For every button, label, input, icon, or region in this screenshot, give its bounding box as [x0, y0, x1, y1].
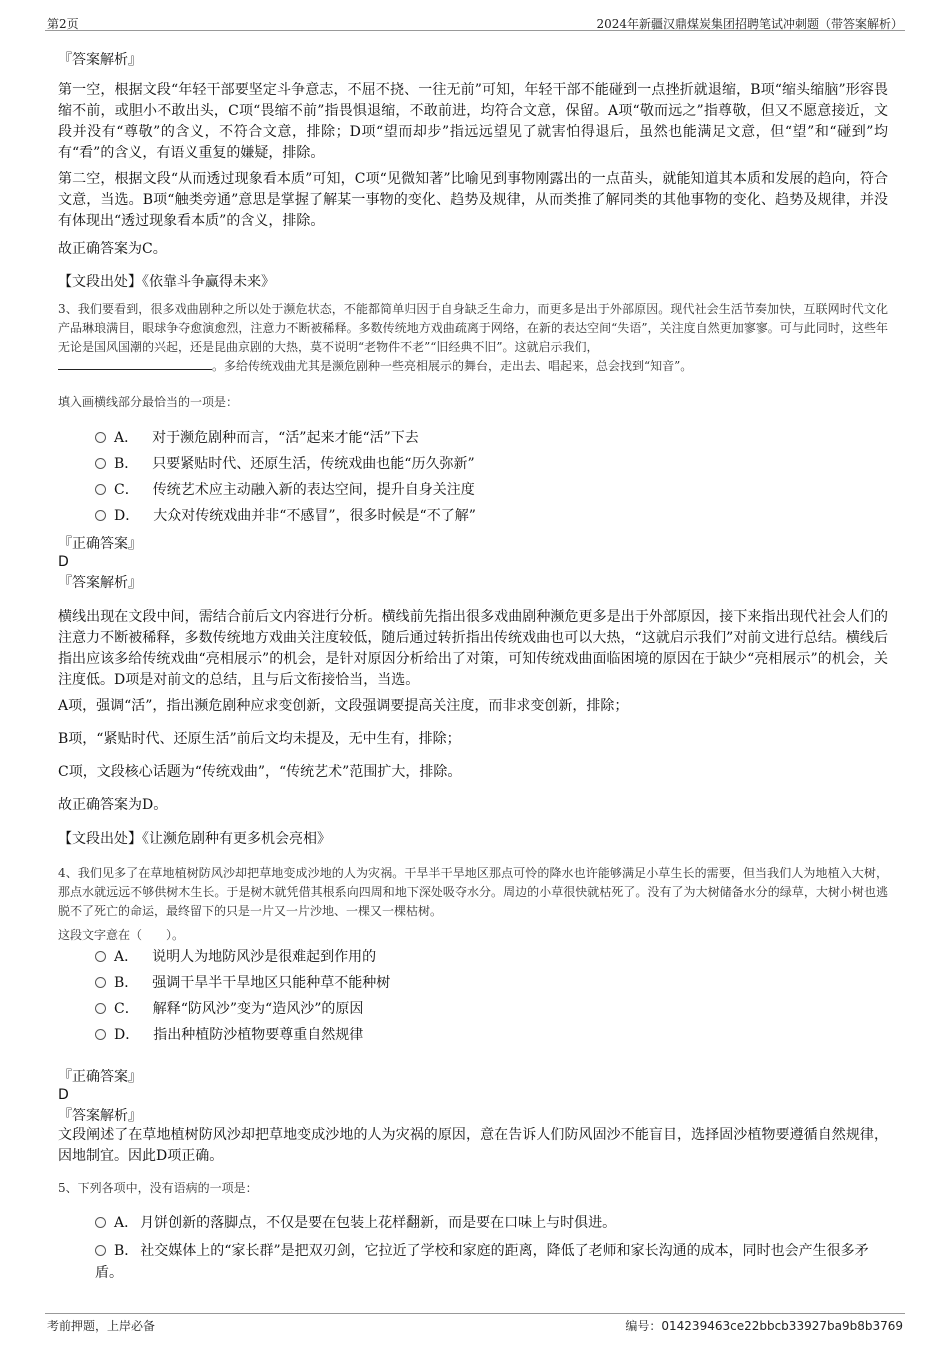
correct-answer: D [58, 1087, 69, 1103]
question-4-prompt: 这段文字意在（ ）。 [58, 928, 185, 942]
page-header [45, 12, 905, 31]
passage-source: 【文段出处】《依靠斗争赢得未来》 [58, 274, 275, 290]
question-4-stem: 4、我们见多了在草地植树防风沙却把草地变成沙地的人为灾祸。干旱半干旱地区那点可怜的降水也许能够满足小草生长的需要，但当我们人为地植入大树，那点水就远远不够供树木生长。于是树木就凭借其根系向四周和地下深处吸夺水分。周边的小草很快就枯死了。没有了为大树储备水分的绿草，大树小树也逃脱不了死亡的命运，最终留下的只是一片又一片沙地、一棵又一棵枯树。 [58, 866, 888, 918]
page-footer [45, 1313, 905, 1334]
question-3-conclusion: 故正确答案为D。 [58, 797, 168, 813]
radio-icon[interactable] [95, 1217, 106, 1228]
question-3-analysis-1: 横线出现在文段中间，需结合前后文内容进行分析。横线前先指出很多戏曲剧种濒危更多是出于外部原因，接下来指出现代社会人们的注意力不断被稀释，多数传统地方戏曲关注度较低，随后通过转折指出传统戏曲也可以大热，“这就启示我们”对前文进行总结。横线后指出应该多给传统戏曲“亮相展示”的机会，是针对原因分析给出了对策，可知传统戏曲面临困境的原因在于缺少“亮相展示”的机会，关注度低。D项是对前文的总结，且与后文衔接恰当，当选。 [58, 609, 888, 688]
question-3-stem-start: 3、我们要看到，很多戏曲剧种之所以处于濒危状态，不能都简单归因于自身缺乏生命力，而更多是出于外部原因。现代社会生活节奏加快，互联网时代文化产品琳琅满目，眼球争夺愈演愈烈，注意力不断被稀释。多数传统地方戏曲疏离于网络，在新的表达空间“失语”，关注度自然更加寥寥。可与此同时，这些年无论是国风国潮的兴起，还是昆曲京剧的大热，莫不说明“老物件不老”“旧经典不旧”。这就启示我们， [58, 302, 888, 354]
question-5-option-a[interactable]: A． 月饼创新的落脚点，不仅是要在包装上花样翻新，而是要在口味上与时俱进。 [95, 1214, 895, 1232]
question-4-option-c[interactable]: C． 解释“防风沙”变为“造风沙”的原因 [95, 1000, 895, 1018]
radio-icon[interactable] [95, 458, 106, 469]
document-title: 2024年新疆汉鼎煤炭集团招聘笔试冲刺题（带答案解析） [596, 17, 903, 31]
radio-icon[interactable] [95, 432, 106, 443]
radio-icon[interactable] [95, 977, 106, 988]
analysis-label: 『答案解析』 [58, 1108, 142, 1124]
question-4-analysis: 文段阐述了在草地植树防风沙却把草地变成沙地的人为灾祸的原因，意在告诉人们防风固沙不能盲目，选择固沙植物要遵循自然规律，因地制宜。因此D项正确。 [58, 1127, 888, 1164]
question-3-analysis-3: B项，“紧贴时代、还原生活”前后文均未提及，无中生有，排除； [58, 731, 461, 747]
question-3-option-b[interactable]: B． 只要紧贴时代、还原生活，传统戏曲也能“历久弥新” [95, 455, 895, 473]
question-3-source: 【文段出处】《让濒危剧种有更多机会亮相》 [58, 831, 331, 847]
fill-blank [58, 357, 212, 370]
analysis-label: 『答案解析』 [58, 575, 142, 591]
analysis-conclusion: 故正确答案为C。 [58, 241, 167, 257]
analysis-paragraph-2: 第二空，根据文段“从而透过现象看本质”可知，C项“见微知著”比喻见到事物刚露出的一点苗头，就能知道其本质和发展的趋向，符合文意，当选。B项“触类旁通”意思是掌握了解某一事物的变化、趋势及规律，从而类推了解同类的其他事物的变化、趋势及规律，并没有体现出“透过现象看本质”的含义，排除。 [58, 171, 888, 229]
question-3-prompt: 填入画横线部分最恰当的一项是： [58, 395, 239, 409]
radio-icon[interactable] [95, 1245, 106, 1256]
footer-slogan: 考前押题，上岸必备 [47, 1319, 156, 1333]
page-number: 第2页 [47, 17, 79, 31]
question-4-option-b[interactable]: B． 强调干旱半干旱地区只能种草不能种树 [95, 974, 895, 992]
question-4-option-a[interactable]: A． 说明人为地防风沙是很难起到作用的 [95, 948, 895, 966]
analysis-label: 『答案解析』 [58, 52, 142, 68]
radio-icon[interactable] [95, 1003, 106, 1014]
analysis-paragraph-1: 第一空，根据文段“年轻干部要坚定斗争意志，不屈不挠、一往无前”可知，年轻干部不能碰到一点挫折就退缩，B项“缩头缩脑”形容畏缩不前，或胆小不敢出头，C项“畏缩不前”指畏惧退缩，不敢前进，均符合文意，保留。A项“敬而远之”指尊敬，但又不愿意接近，文段并没有“尊敬”的含义，不符合文意，排除；D项“望而却步”指远远望见了就害怕得退后，虽然也能满足文意，但“望”和“碰到”均有“看”的含义，有语义重复的嫌疑，排除。 [58, 82, 888, 161]
question-3-option-c[interactable]: C． 传统艺术应主动融入新的表达空间，提升自身关注度 [95, 481, 895, 499]
radio-icon[interactable] [95, 951, 106, 962]
question-4-option-d[interactable]: D． 指出种植防沙植物要尊重自然规律 [95, 1026, 895, 1044]
question-3-option-d[interactable]: D． 大众对传统戏曲并非“不感冒”，很多时候是“不了解” [95, 507, 895, 525]
correct-answer-label: 『正确答案』 [58, 536, 142, 552]
question-3-stem-end: 。多给传统戏曲尤其是濒危剧种一些亮相展示的舞台，走出去、唱起来，总会找到“知音”。 [212, 359, 693, 373]
correct-answer: D [58, 554, 69, 570]
correct-answer-label: 『正确答案』 [58, 1069, 142, 1085]
question-3-stem [58, 300, 888, 376]
question-5-option-b[interactable]: B． 社交媒体上的“家长群”是把双刃剑，它拉近了学校和家庭的距离，降低了老师和家长沟通的成本，同时也会产生很多矛盾。 [95, 1243, 869, 1281]
question-3-analysis-2: A项，强调“活”，指出濒危剧种应求变创新，文段强调要提高关注度，而非求变创新，排除； [58, 698, 629, 714]
radio-icon[interactable] [95, 484, 106, 495]
question-5-stem: 5、下列各项中，没有语病的一项是： [58, 1181, 258, 1195]
question-3-option-a[interactable]: A． 对于濒危剧种而言，“活”起来才能“活”下去 [95, 429, 895, 447]
question-3-analysis-4: C项，文段核心话题为“传统戏曲”，“传统艺术”范围扩大，排除。 [58, 764, 462, 780]
document-code: 编号：014239463ce22bbcb33927ba9b8b3769 [625, 1319, 903, 1333]
radio-icon[interactable] [95, 1029, 106, 1040]
radio-icon[interactable] [95, 510, 106, 521]
